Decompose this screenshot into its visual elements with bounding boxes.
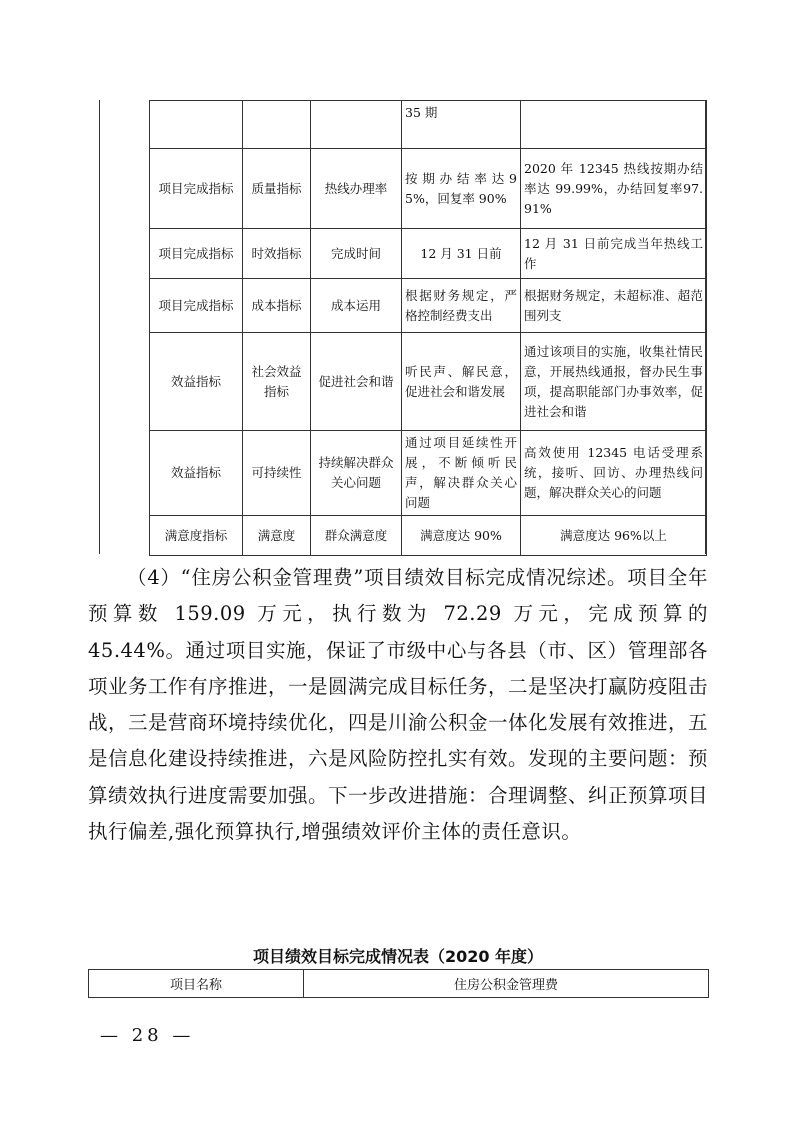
table-cell: 12 月 31 日前: [402, 229, 521, 279]
table-cell: 满意度达 96%以上: [521, 516, 707, 556]
table-cell: 持续解决群众关心问题: [311, 431, 402, 516]
table-cell: 促进社会和谐: [311, 333, 402, 431]
table-cell: [311, 101, 402, 149]
table-row: [150, 516, 707, 556]
table-row: [150, 333, 707, 431]
table-cell: 完成时间: [311, 229, 402, 279]
table-cell: [150, 101, 243, 149]
table-cell: 项目完成指标: [150, 229, 243, 279]
table-cell: 根据财务规定，严格控制经费支出: [402, 279, 521, 333]
table-cell: 通过该项目的实施，收集社情民意，开展热线通报，督办民生事项，提高职能部门办事效率，促进社会和谐: [521, 333, 707, 431]
table-cell: 可持续性: [243, 431, 311, 516]
table-row: [150, 279, 707, 333]
table-cell: 项目完成指标: [150, 149, 243, 229]
summary-paragraph: [88, 560, 708, 850]
table-cell: 听民声、解民意，促进社会和谐发展: [402, 333, 521, 431]
table-cell: 2020 年 12345 热线按期办结率达 99.99%，办结回复率97.91%: [521, 149, 707, 229]
table-cell: [243, 101, 311, 149]
table-cell: 时效指标: [243, 229, 311, 279]
table-row: [89, 970, 709, 998]
table-row: [150, 149, 707, 229]
table-cell: 35 期: [402, 101, 521, 149]
table-cell: 按期办结率达95%，回复率 90%: [402, 149, 521, 229]
table-cell: 群众满意度: [311, 516, 402, 556]
table-cell: 通过项目延续性开展，不断倾听民声，解决群众关心问题: [402, 431, 521, 516]
table-cell: 成本指标: [243, 279, 311, 333]
table-cell: 高效使用 12345 电话受理系统，接听、回访、办理热线问题，解决群众关心的问题: [521, 431, 707, 516]
table-cell: 12 月 31 日前完成当年热线工作: [521, 229, 707, 279]
project-name-table: [88, 969, 709, 998]
table-cell: 满意度指标: [150, 516, 243, 556]
table-cell: 质量指标: [243, 149, 311, 229]
table-cell: 效益指标: [150, 431, 243, 516]
paragraph-text: （4）“住房公积金管理费”项目绩效目标完成情况综述。项目全年预算数 159.09 万元，执行数为 72.29 万元，完成预算的 45.44%。通过项目实施，保证了市级中心与各县（市、区）管理部各项业务工作有序推进，一是圆满完成目标任务，二是坚决打赢防疫阻击战，三是营商环境持续优化，四是川渝公积金一体化发展有效推进，五是信息化建设持续推进，六是风险防控扎实有效。发现的主要问题：预算绩效执行进度需要加强。下一步改进措施：合理调整、纠正预算项目执行偏差,强化预算执行,增强绩效评价主体的责任意识。: [88, 566, 709, 844]
table-row: [150, 101, 707, 149]
performance-indicator-table: [149, 100, 707, 556]
table-cell: 效益指标: [150, 333, 243, 431]
table-cell: 满意度: [243, 516, 311, 556]
table-cell: 满意度达 90%: [402, 516, 521, 556]
table-cell: 根据财务规定，未超标准、超范围列支: [521, 279, 707, 333]
table-cell: 项目完成指标: [150, 279, 243, 333]
table-cell: 社会效益指标: [243, 333, 311, 431]
table-cell: 成本运用: [311, 279, 402, 333]
table-cell: [521, 101, 707, 149]
table-header-cell: 项目名称: [89, 970, 304, 998]
table-cell: 热线办理率: [311, 149, 402, 229]
page-number: — 28 —: [100, 1025, 195, 1046]
table-row: [150, 229, 707, 279]
table-cell: 住房公积金管理费: [304, 970, 709, 998]
table-title: 项目绩效目标完成情况表（2020 年度）: [252, 947, 544, 966]
table-row: [150, 431, 707, 516]
